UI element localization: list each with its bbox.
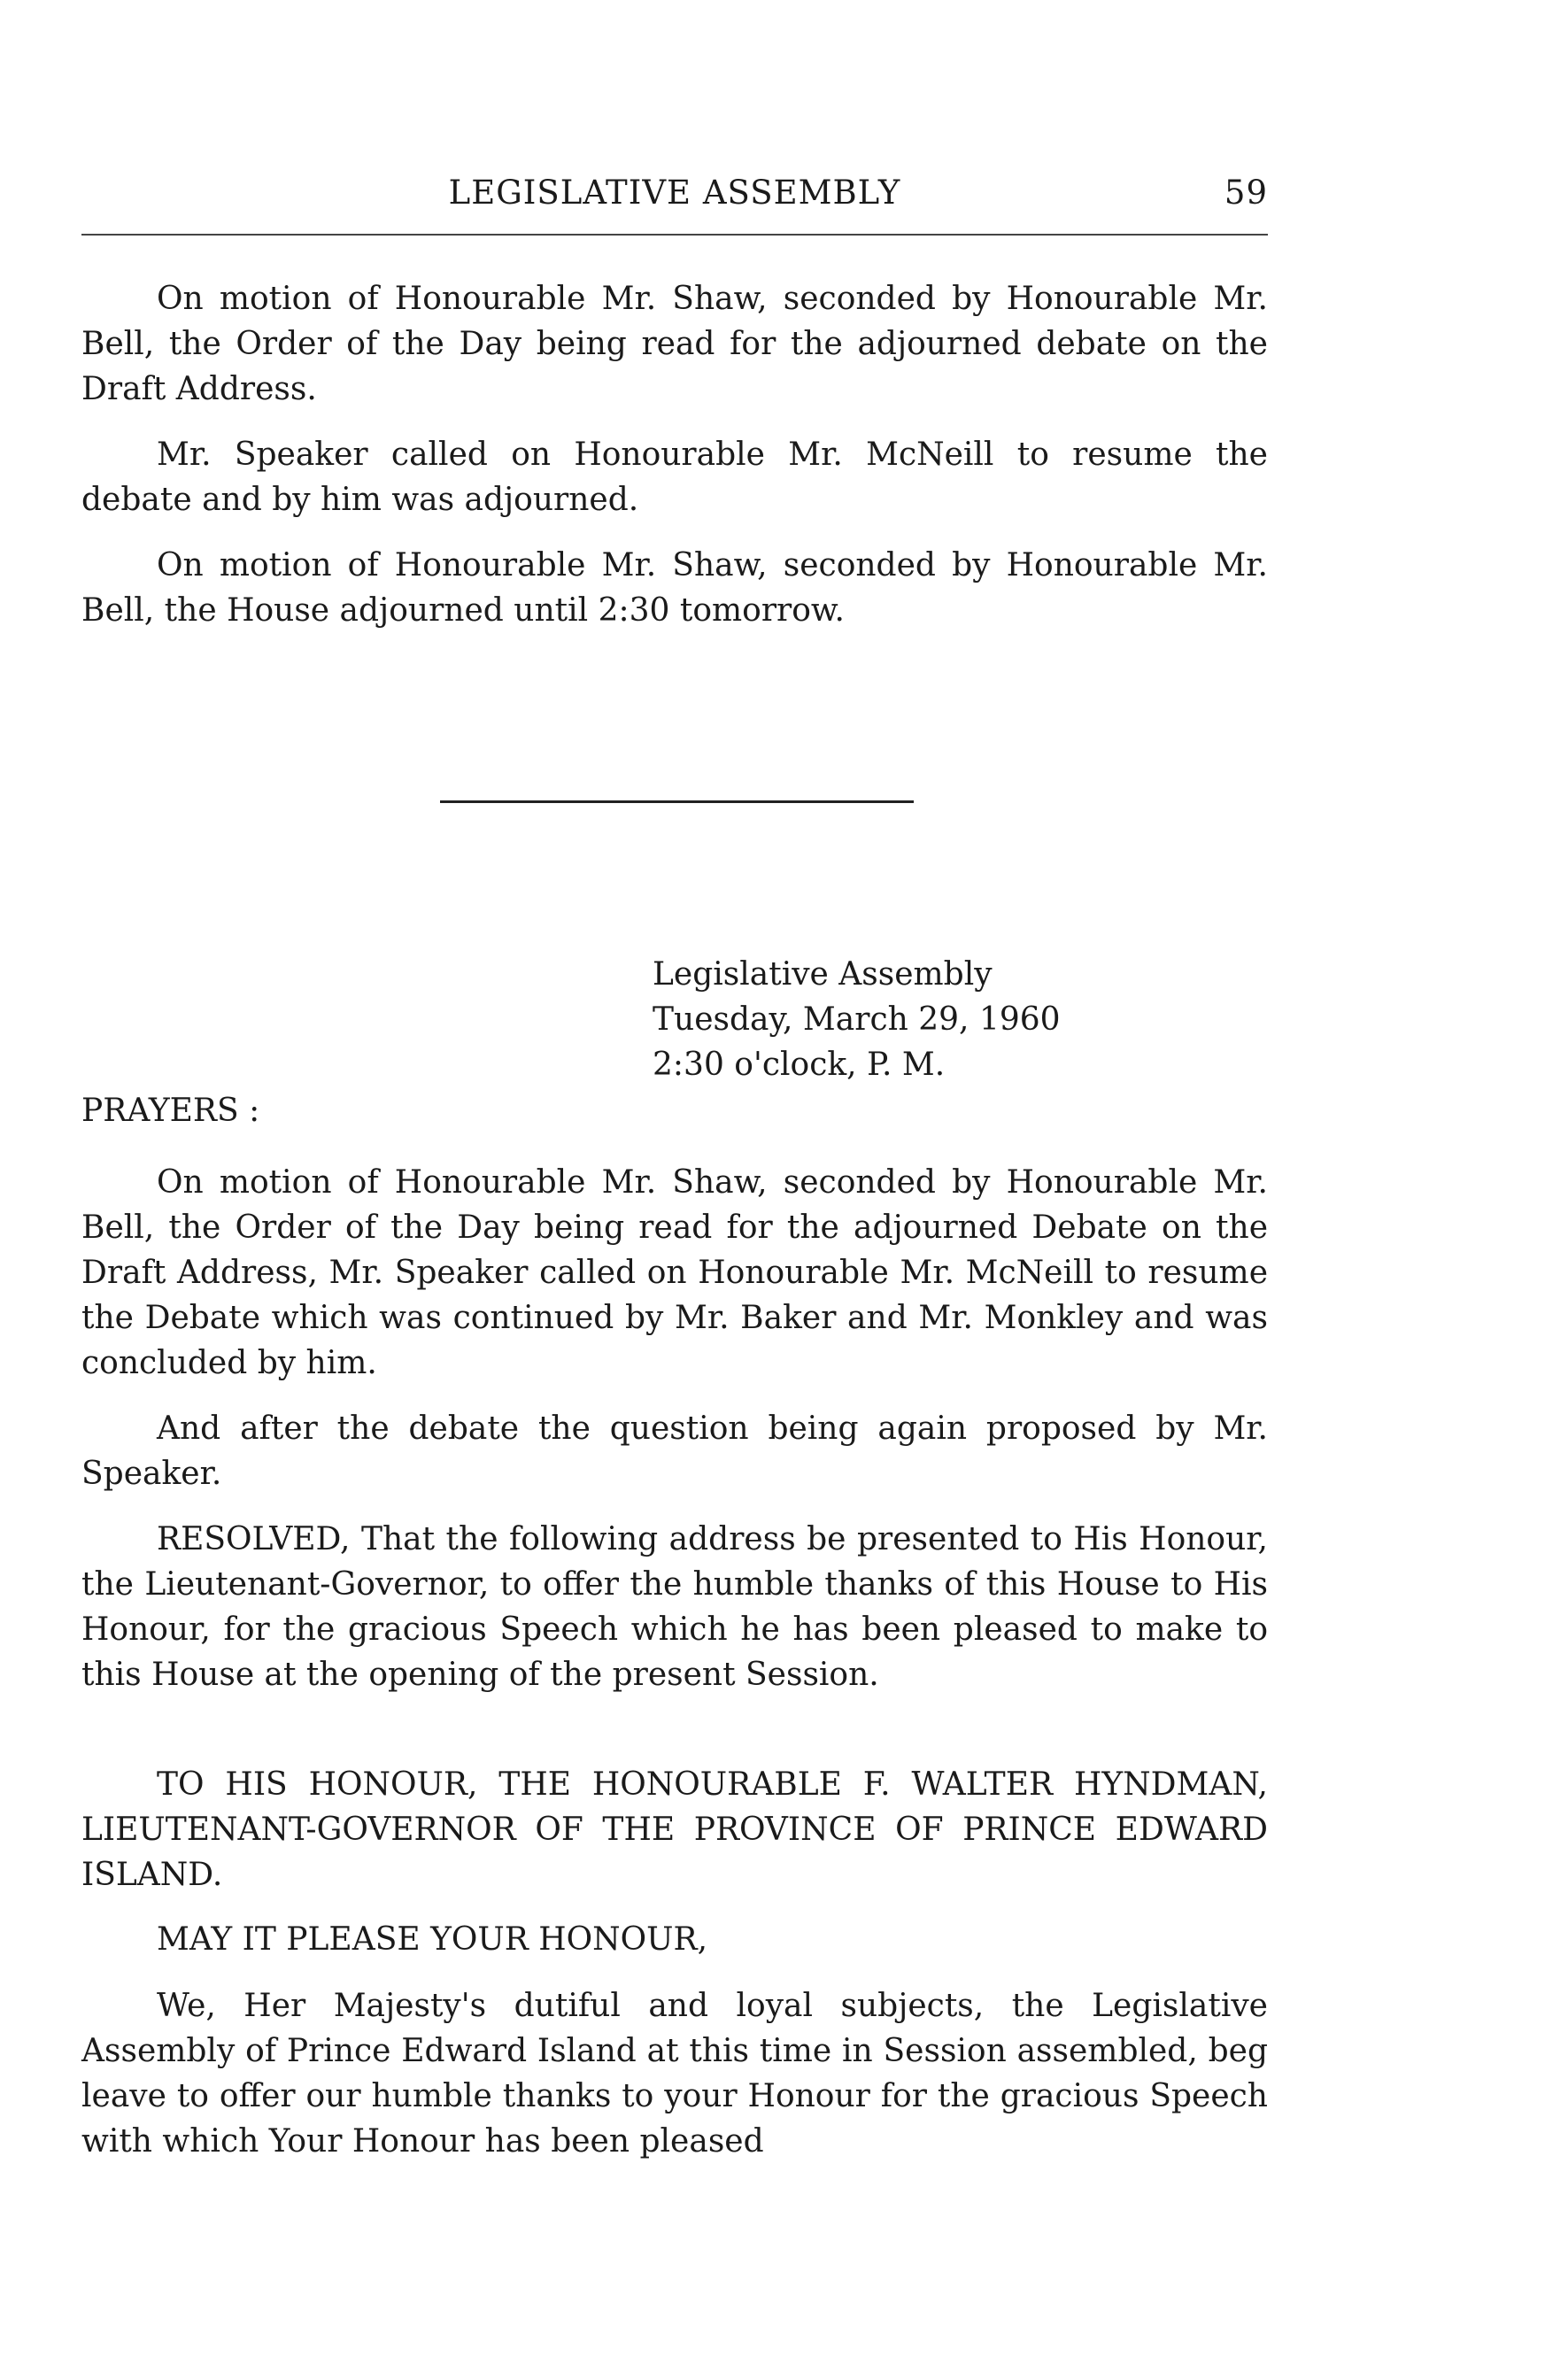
paragraph-motion-draft-address: On motion of Honourable Mr. Shaw, seconded by Honourable Mr. Bell, the Order of the Day being read for the adjourned Debate on the Draft Address, Mr. Speaker called on Honourable Mr. McNeill to resume the Debate which was continued by Mr. Baker and Mr. Monkley and was concluded by him. <box>81 1164 1268 1381</box>
paragraph-question-proposed: And after the debate the question being again proposed by Mr. Speaker. <box>81 1410 1268 1492</box>
prayers-label: PRAYERS : <box>81 1093 260 1129</box>
paragraph-motion-adjourned-debate: On motion of Honourable Mr. Shaw, seconded by Honourable Mr. Bell, the Order of the Day being read for the adjourned debate on the Draft Address. <box>81 281 1268 407</box>
sitting-date: Tuesday, March 29, 1960 <box>653 1001 1061 1038</box>
paragraph-speaker-called: Mr. Speaker called on Honourable Mr. McNeill to resume the debate and by him was adjourned. <box>81 437 1268 518</box>
page-number: 59 <box>1224 174 1268 212</box>
sitting-time: 2:30 o'clock, P. M. <box>653 1047 946 1083</box>
running-header-title: LEGISLATIVE ASSEMBLY <box>448 174 901 212</box>
paragraph-salutation: MAY IT PLEASE YOUR HONOUR, <box>157 1921 708 1958</box>
running-header <box>81 174 1268 218</box>
document-page <box>81 0 1268 2380</box>
sitting-body: Legislative Assembly <box>653 956 993 993</box>
sitting-dateline <box>653 952 1061 1087</box>
paragraph-resolved: RESOLVED, That the following address be presented to His Honour, the Lieutenant-Governor, to offer the humble thanks of this House to His Honour, for the gracious Speech which he has been pleased to make to this House at the opening of the present Session. <box>81 1521 1268 1693</box>
section-divider <box>440 800 914 803</box>
paragraph-address-body: We, Her Majesty's dutiful and loyal subjects, the Legislative Assembly of Prince Edward Island at this time in Session assembled, beg leave to offer our humble thanks to your Honour for the gracious Speech with which Your Honour has been pleased <box>81 1988 1268 2160</box>
header-rule <box>81 234 1268 236</box>
paragraph-address-heading: TO HIS HONOUR, THE HONOURABLE F. WALTER HYNDMAN, LIEUTENANT-GOVERNOR OF THE PROVINCE OF PRINCE EDWARD ISLAND. <box>81 1766 1268 1893</box>
paragraph-house-adjourned: On motion of Honourable Mr. Shaw, seconded by Honourable Mr. Bell, the House adjourned until 2:30 tomorrow. <box>81 547 1268 629</box>
